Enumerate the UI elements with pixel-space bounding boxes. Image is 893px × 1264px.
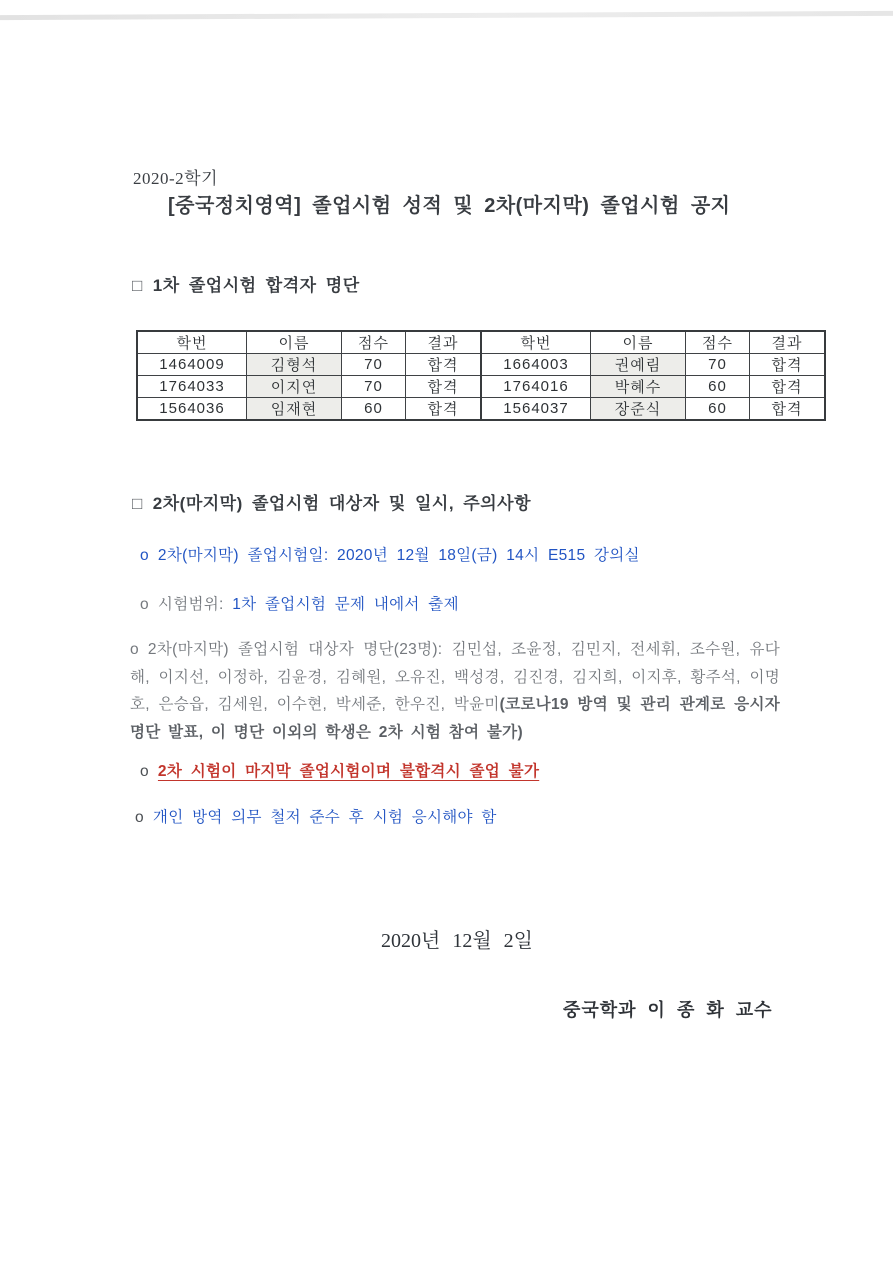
table-row	[137, 354, 825, 376]
square-marker-icon: □	[132, 494, 143, 513]
section2-heading-label: 2차(마지막) 졸업시험 대상자 및 일시, 주의사항	[152, 494, 531, 513]
table-row	[137, 398, 825, 421]
exam-date-line	[140, 543, 640, 565]
table-cell: 1764016	[481, 376, 591, 398]
table-row	[137, 376, 825, 398]
pass-table-body	[137, 354, 825, 421]
table-cell: 1564037	[481, 398, 591, 421]
table-cell: 김형석	[247, 354, 342, 376]
table-header-cell: 결과	[406, 331, 482, 354]
table-cell: 임재현	[247, 398, 342, 421]
table-cell: 60	[686, 376, 750, 398]
table-cell: 이지연	[247, 376, 342, 398]
exam-date-text: 2차(마지막) 졸업시험일: 2020년 12월 18일(금) 14시 E515 강의실	[157, 547, 640, 564]
table-cell: 60	[686, 398, 750, 421]
bullet-o: o	[135, 809, 144, 826]
candidates-paragraph	[130, 636, 780, 746]
table-cell: 합격	[750, 354, 826, 376]
square-marker-icon: □	[132, 276, 143, 295]
scan-edge-artifact	[0, 11, 893, 20]
bullet-o: o	[130, 641, 139, 658]
table-cell: 합격	[406, 376, 482, 398]
candidates-note: (코로나19 방역 및 관리 관계로 응시자 명단 발표, 이 명단 이외의 학생은 2차 시험 참여 불가)	[130, 696, 780, 741]
scope-label: 시험범위:	[157, 596, 224, 613]
bullet-o: o	[140, 763, 149, 780]
table-header-cell: 결과	[750, 331, 826, 354]
table-header-cell: 학번	[137, 331, 247, 354]
table-cell: 합격	[750, 376, 826, 398]
exam-scope-line	[140, 592, 459, 614]
section2-heading	[132, 489, 531, 514]
table-cell: 70	[342, 354, 406, 376]
table-cell: 장준식	[591, 398, 686, 421]
warning-text: 2차 시험이 마지막 졸업시험이며 불합격시 졸업 불가	[157, 763, 540, 780]
table-cell: 1564036	[137, 398, 247, 421]
semester-label: 2020-2학기	[133, 169, 219, 188]
candidates-intro: 2차(마지막) 졸업시험 대상자 명단(23명):	[147, 641, 452, 658]
table-cell: 합격	[406, 398, 482, 421]
pass-table	[136, 330, 826, 421]
table-header-cell: 이름	[247, 331, 342, 354]
scope-text: 1차 졸업시험 문제 내에서 출제	[232, 596, 459, 613]
table-cell: 70	[342, 376, 406, 398]
signature: 중국학과 이 종 화 교수	[563, 1000, 773, 1020]
covid-text: 개인 방역 의무 철저 준수 후 시험 응시해야 함	[152, 809, 497, 826]
table-cell: 합격	[406, 354, 482, 376]
pass-table-head	[137, 331, 825, 354]
table-cell: 60	[342, 398, 406, 421]
candidates-names: 김민섭, 조윤정, 김민지, 전세휘, 조수원, 유다해, 이지선, 이정하, 김윤경, 김혜원, 오유진, 백성경, 김진경, 김지희, 이지후, 황주석, 이명호, 은승읍, 김세원, 이수현, 박세준, 한우진, 박윤미	[130, 641, 780, 713]
table-cell: 70	[686, 354, 750, 376]
table-cell: 박혜수	[591, 376, 686, 398]
page-title: [중국정치영역] 졸업시험 성적 및 2차(마지막) 졸업시험 공지	[168, 195, 731, 217]
notice-date: 2020년 12월 2일	[381, 930, 533, 952]
warning-line	[140, 759, 539, 781]
bullet-o: o	[140, 547, 149, 564]
table-cell: 합격	[750, 398, 826, 421]
table-cell: 권예림	[591, 354, 686, 376]
table-header-cell: 학번	[481, 331, 591, 354]
table-header-cell: 점수	[342, 331, 406, 354]
section1-heading	[132, 271, 360, 296]
table-cell: 1664003	[481, 354, 591, 376]
table-header-cell: 점수	[686, 331, 750, 354]
section1-heading-label: 1차 졸업시험 합격자 명단	[152, 276, 360, 295]
table-header-cell: 이름	[591, 331, 686, 354]
bullet-o: o	[140, 596, 149, 613]
table-cell: 1764033	[137, 376, 247, 398]
table-cell: 1464009	[137, 354, 247, 376]
covid-line	[135, 805, 497, 827]
